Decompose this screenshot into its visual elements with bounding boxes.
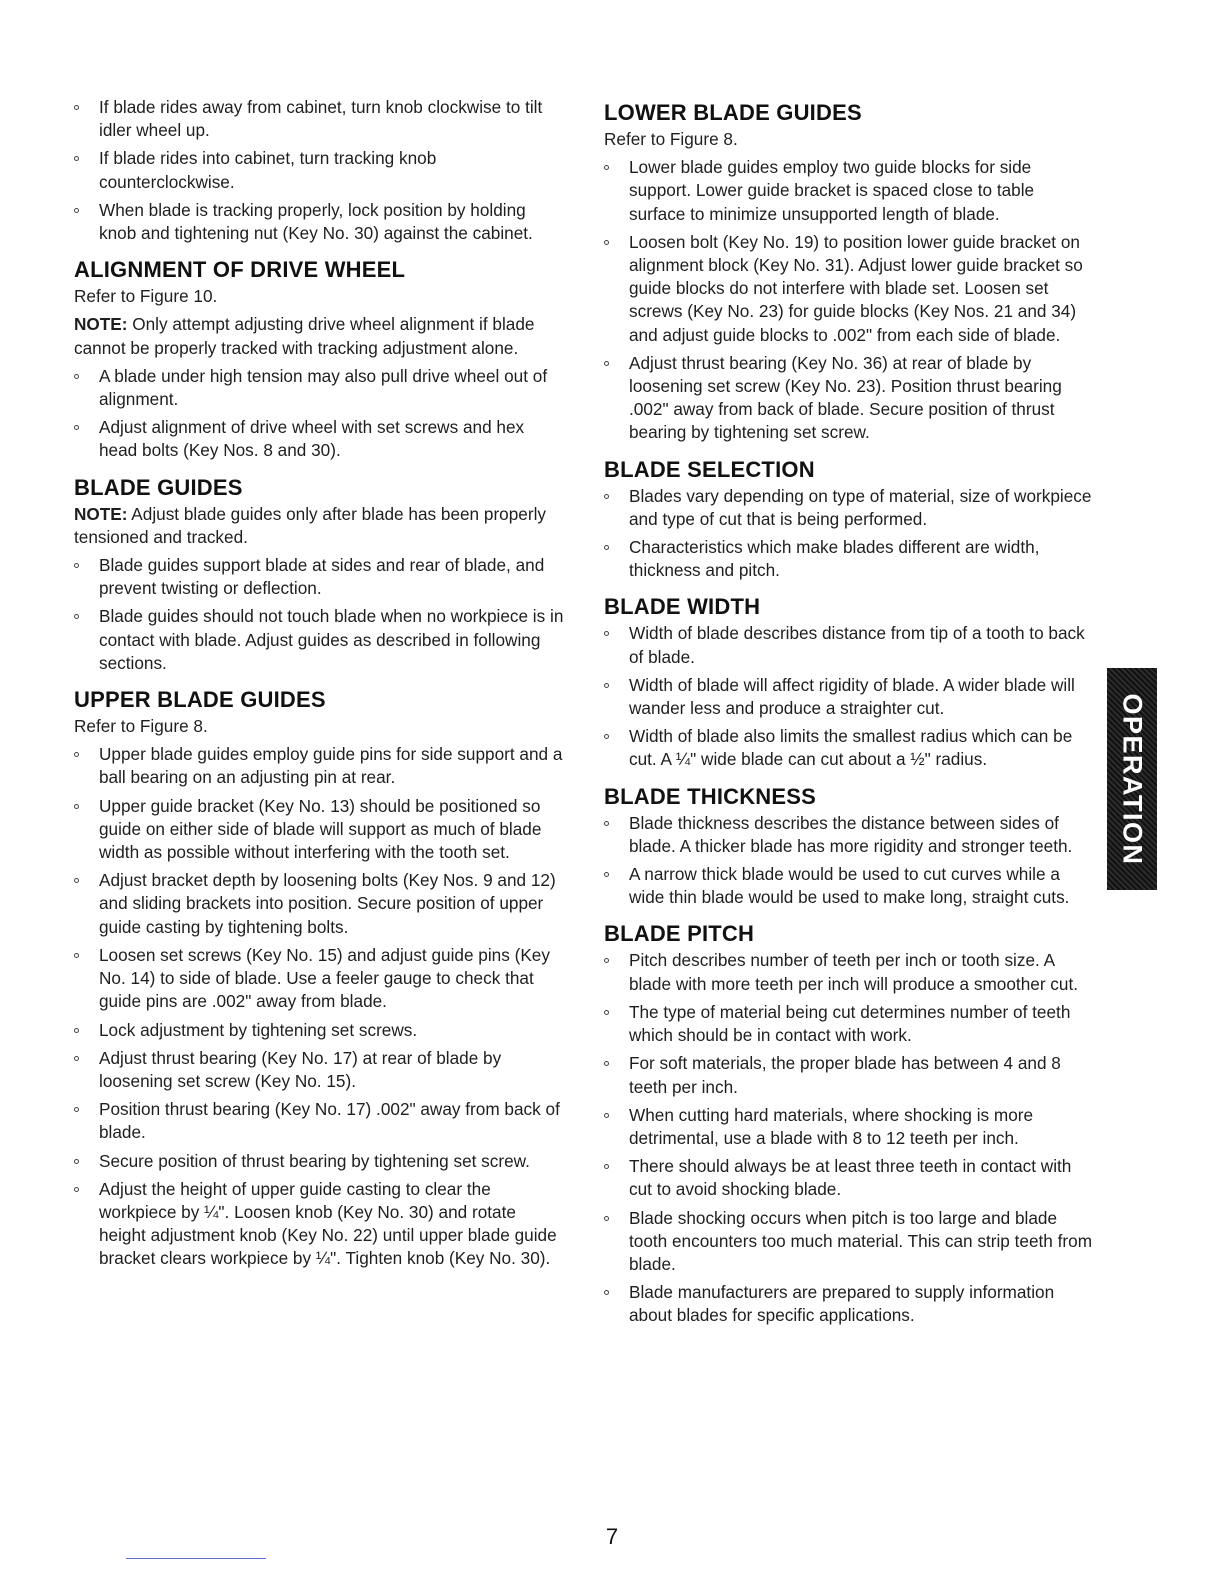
list-item	[604, 352, 1094, 445]
list-item-text: If blade rides into cabinet, turn tracking knob counterclockwise.	[99, 148, 437, 192]
list-item-text: Blade thickness describes the distance between sides of blade. A thicker blade has more rigidity and stronger teeth.	[629, 812, 1073, 856]
bullet-icon	[604, 1290, 609, 1295]
bullet-icon	[74, 1056, 79, 1061]
list-item	[74, 743, 564, 789]
list-item-text: Blade guides support blade at sides and rear of blade, and prevent twisting or deflection.	[99, 555, 545, 599]
list-item-text: There should always be at least three teeth in contact with cut to avoid shocking blade.	[629, 1156, 1072, 1200]
list-item	[604, 863, 1094, 909]
section-heading-blade-pitch: BLADE PITCH	[604, 921, 755, 947]
list-item-text: Secure position of thrust bearing by tightening set screw.	[99, 1150, 530, 1171]
note-paragraph	[74, 313, 564, 359]
list-item	[604, 485, 1094, 531]
list-item	[74, 944, 564, 1014]
list-item	[74, 869, 564, 939]
bullet-icon	[604, 1216, 609, 1221]
list-item-text: Width of blade describes distance from tip of a tooth to back of blade.	[629, 623, 1085, 667]
bullet-icon	[74, 614, 79, 619]
bullet-icon	[74, 953, 79, 958]
list-item	[604, 536, 1094, 582]
figure-reference: Refer to Figure 8.	[74, 716, 208, 737]
list-item	[604, 725, 1094, 771]
bullet-icon	[604, 821, 609, 826]
tracking-bullets	[74, 96, 564, 245]
bullet-icon	[604, 240, 609, 245]
bullet-icon	[74, 752, 79, 757]
list-item-text: A narrow thick blade would be used to cut curves while a wide thin blade would be used to make long, straight cuts.	[629, 864, 1070, 908]
side-tab-label: OPERATION	[1117, 692, 1148, 866]
list-item	[604, 622, 1094, 668]
lower-guides-bullets	[604, 156, 1094, 444]
bullet-icon	[604, 1010, 609, 1015]
list-item-text: For soft materials, the proper blade has between 4 and 8 teeth per inch.	[629, 1053, 1061, 1097]
list-item-text: The type of material being cut determines number of teeth which should be in contact with work.	[629, 1001, 1071, 1046]
bullet-icon	[74, 374, 79, 379]
list-item-text: When blade is tracking properly, lock position by holding knob and tightening nut (Key No. 30) against the cabinet.	[99, 199, 533, 244]
section-heading-blade-guides: BLADE GUIDES	[74, 474, 243, 500]
list-item	[604, 231, 1094, 347]
bullet-icon	[74, 878, 79, 883]
list-item-text: Adjust alignment of drive wheel with set screws and hex head bolts (Key Nos. 8 and 30).	[99, 417, 525, 461]
list-item-text: Characteristics which make blades different are width, thickness and pitch.	[629, 537, 1040, 581]
bullet-icon	[604, 683, 609, 688]
pitch-bullets	[604, 949, 1094, 1327]
section-side-tab	[1107, 668, 1157, 890]
list-item-text: Blade manufacturers are prepared to supply information about blades for specific applications.	[629, 1282, 1055, 1326]
list-item	[604, 1052, 1094, 1098]
list-item	[74, 605, 564, 675]
upper-guides-bullets	[74, 743, 564, 1270]
list-item	[604, 674, 1094, 720]
list-item-text: Upper blade guides employ guide pins for side support and a ball bearing on an adjusting pin at rear.	[99, 744, 563, 788]
list-item-text: If blade rides away from cabinet, turn knob clockwise to tilt idler wheel up.	[99, 97, 543, 141]
list-item	[604, 1281, 1094, 1327]
list-item	[74, 795, 564, 865]
note-text: Adjust blade guides only after blade has been properly tensioned and tracked.	[74, 503, 546, 547]
list-item	[74, 1019, 564, 1042]
list-item-text: Blade shocking occurs when pitch is too large and blade tooth encounters too much material. This can strip teeth from blade.	[629, 1207, 1093, 1274]
list-item-text: Pitch describes number of teeth per inch or tooth size. A blade with more teeth per inch will produce a smoother cut.	[629, 950, 1079, 994]
figure-reference: Refer to Figure 8.	[604, 129, 738, 149]
list-item-text: Lock adjustment by tightening set screws.	[99, 1019, 418, 1040]
list-item	[74, 96, 564, 142]
list-item-text: A blade under high tension may also pull drive wheel out of alignment.	[99, 365, 548, 410]
list-item	[74, 1178, 564, 1271]
bullet-icon	[74, 105, 79, 110]
list-item	[604, 812, 1094, 858]
list-item-text: Width of blade also limits the smallest radius which can be cut. A ¼" wide blade can cut about a ½" radius.	[629, 726, 1073, 770]
drive-wheel-bullets	[74, 365, 564, 463]
bullet-icon	[604, 1061, 609, 1066]
list-item	[604, 1001, 1094, 1047]
section-heading-lower-guides: LOWER BLADE GUIDES	[604, 100, 862, 125]
list-item	[74, 1150, 564, 1173]
thickness-bullets	[604, 812, 1094, 910]
note-paragraph	[74, 503, 564, 549]
bullet-icon	[74, 1159, 79, 1164]
bullet-icon	[74, 1187, 79, 1192]
bullet-icon	[74, 425, 79, 430]
left-column	[74, 96, 564, 1276]
section-heading-blade-thickness: BLADE THICKNESS	[604, 783, 817, 809]
list-item	[74, 365, 564, 411]
list-item	[74, 199, 564, 245]
note-label: NOTE:	[74, 503, 128, 524]
list-item-text: Upper guide bracket (Key No. 13) should be positioned so guide on either side of blade will support as much of blade width as possible without interfering with the tooth set.	[99, 795, 542, 863]
list-item-text: Lower blade guides employ two guide blocks for side support. Lower guide bracket is spaced close to table surface to minimize unsupported length of blade.	[629, 157, 1035, 224]
list-item-text: Blade guides should not touch blade when no workpiece is in contact with blade. Adjust guides as described in following sections.	[99, 606, 564, 673]
width-bullets	[604, 622, 1094, 771]
list-item-text: Adjust thrust bearing (Key No. 36) at rear of blade by loosening set screw (Key No. 23). Position thrust bearing .002" away from back of blade. Secure position of thrust bearing by tightening set screw.	[629, 352, 1062, 443]
bullet-icon	[604, 545, 609, 550]
list-item-text: Loosen set screws (Key No. 15) and adjust guide pins (Key No. 14) to side of blade. Use a feeler gauge to check that guide pins are .002" away from blade.	[99, 944, 550, 1012]
list-item	[604, 156, 1094, 226]
list-item	[604, 1207, 1094, 1277]
list-item-text: Loosen bolt (Key No. 19) to position lower guide bracket on alignment block (Key No. 31). Adjust lower guide bracket so guide blocks do not interfere with blade set. Loosen set screws (Key No. 23) for guide blocks (Key Nos. 21 and 34) and adjust guide blocks to .002" from each side of blade.	[629, 231, 1083, 345]
list-item-text: Adjust bracket depth by loosening bolts (Key Nos. 9 and 12) and sliding brackets into position. Secure position of upper guide casting by tightening bolts.	[99, 870, 556, 937]
section-heading-blade-selection: BLADE SELECTION	[604, 456, 815, 482]
note-label: NOTE:	[74, 314, 128, 335]
bullet-icon	[74, 208, 79, 213]
bullet-icon	[604, 872, 609, 877]
blade-guides-bullets	[74, 554, 564, 675]
bullet-icon	[74, 1028, 79, 1033]
list-item	[604, 1104, 1094, 1150]
list-item-text: Blades vary depending on type of material, size of workpiece and type of cut that is being performed.	[629, 485, 1092, 529]
list-item	[604, 1155, 1094, 1201]
note-text: Only attempt adjusting drive wheel alignment if blade cannot be properly tracked with tracking adjustment alone.	[74, 314, 535, 358]
list-item	[74, 1047, 564, 1093]
bullet-icon	[74, 156, 79, 161]
right-column	[604, 96, 1094, 1333]
list-item-text: Adjust the height of upper guide casting to clear the workpiece by ¼". Loosen knob (Key No. 30) and rotate height adjustment knob (Key No. 22) until upper blade guide bracket clears workpiece by ¼". Tighten knob (Key No. 30).	[99, 1178, 557, 1269]
bullet-icon	[74, 563, 79, 568]
list-item	[74, 554, 564, 600]
list-item	[74, 1098, 564, 1144]
list-item-text: When cutting hard materials, where shocking is more detrimental, use a blade with 8 to 12 teeth per inch.	[629, 1104, 1034, 1148]
list-item-text: Position thrust bearing (Key No. 17) .002" away from back of blade.	[99, 1099, 560, 1143]
list-item	[74, 147, 564, 193]
selection-bullets	[604, 485, 1094, 583]
bullet-icon	[604, 734, 609, 739]
section-heading-upper-guides: UPPER BLADE GUIDES	[74, 687, 326, 713]
bullet-icon	[604, 1113, 609, 1118]
bullet-icon	[604, 958, 609, 963]
list-item	[604, 949, 1094, 995]
bullet-icon	[604, 361, 609, 366]
figure-reference: Refer to Figure 10.	[74, 286, 218, 307]
footer-divider	[126, 1558, 266, 1559]
bullet-icon	[604, 1164, 609, 1169]
bullet-icon	[604, 165, 609, 170]
section-heading-blade-width: BLADE WIDTH	[604, 594, 761, 620]
list-item	[74, 416, 564, 462]
bullet-icon	[74, 1107, 79, 1112]
bullet-icon	[604, 631, 609, 636]
page-number: 7	[605, 1524, 619, 1549]
list-item-text: Adjust thrust bearing (Key No. 17) at rear of blade by loosening set screw (Key No. 15).	[99, 1047, 502, 1091]
bullet-icon	[74, 804, 79, 809]
section-heading-drive-wheel: ALIGNMENT OF DRIVE WHEEL	[74, 257, 406, 283]
list-item-text: Width of blade will affect rigidity of blade. A wider blade will wander less and produce a straighter cut.	[629, 674, 1075, 719]
bullet-icon	[604, 494, 609, 499]
